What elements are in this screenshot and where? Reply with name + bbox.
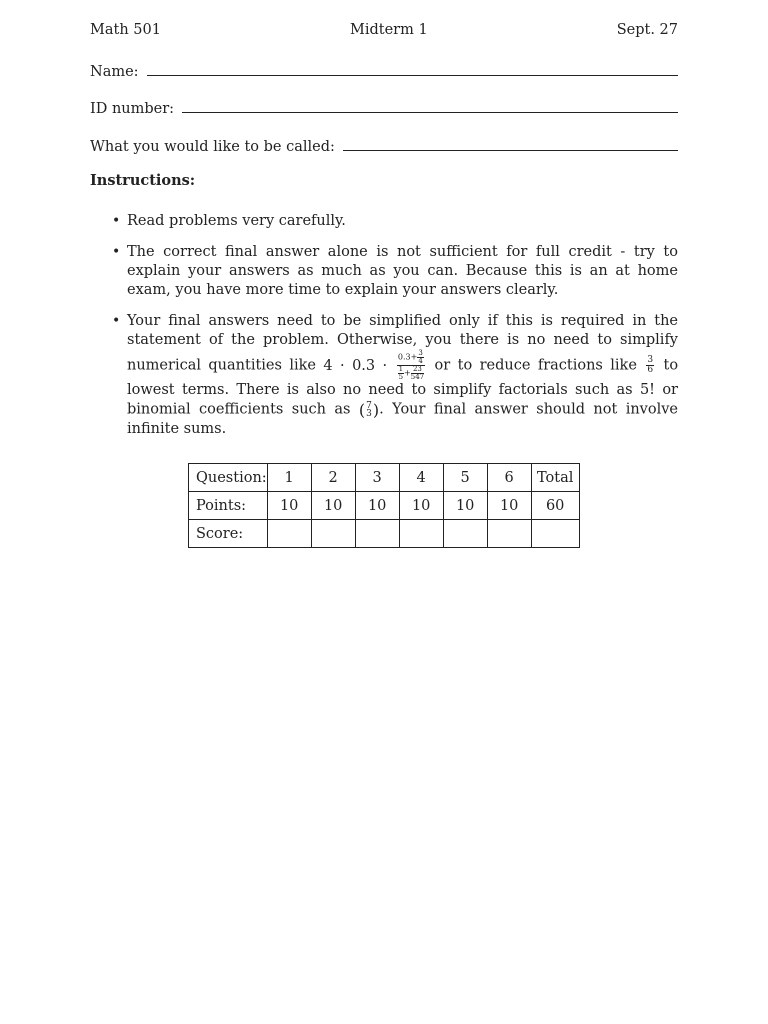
question-cell-total: Total: [531, 464, 579, 492]
question-cell: 4: [399, 464, 443, 492]
instructions-heading: Instructions:: [90, 172, 196, 189]
instruction-text: The correct final answer alone is not sufficient for full credit - try to explain your answers as much as you can. Because this is an at home exam, you have more time to explain your answers clearly.: [127, 244, 678, 298]
exam-title: Midterm 1: [350, 22, 428, 38]
score-cell[interactable]: [311, 520, 355, 548]
score-table: [188, 463, 580, 548]
math-expression: 4 · 0.3 · 0.3+ $\frac{3}{4}$ $\frac{1}{5}+$ $\frac{23}{547}$: [323, 349, 425, 381]
question-row: [189, 464, 580, 492]
instruction-text: Your final answers need to be simplified only if this is required in the statement of the problem. Otherwise, you there is no need to simplify numerical quantities like: [127, 313, 678, 374]
preferred-name-field[interactable]: [90, 133, 678, 155]
row-header: Points:: [189, 492, 268, 520]
compound-fraction: 0.3+ $\frac{3}{4}$ $\frac{1}{5}+$ $\frac{23}{547}$: [397, 349, 425, 381]
bullet-icon: •: [112, 213, 121, 229]
binomial-coefficient: ( 7 3 ): [358, 400, 380, 419]
name-label: Name:: [90, 64, 139, 80]
instruction-text: . Your final answer should not involve infinite sums.: [127, 401, 679, 437]
preferred-name-label: What you would like to be called:: [90, 139, 335, 155]
page-header: [90, 22, 678, 42]
score-row: [189, 520, 580, 548]
points-cell: 10: [267, 492, 311, 520]
instruction-item: [90, 212, 678, 231]
score-cell[interactable]: [443, 520, 487, 548]
question-cell: 3: [355, 464, 399, 492]
points-cell: 10: [311, 492, 355, 520]
points-cell: 10: [487, 492, 531, 520]
points-cell-total: 60: [531, 492, 579, 520]
instruction-text: to lowest terms. There is also no need to simplify factorials such as 5! or binomial coefficients such as: [127, 357, 679, 418]
question-cell: 6: [487, 464, 531, 492]
score-cell[interactable]: [267, 520, 311, 548]
instruction-item: [90, 243, 678, 300]
points-cell: 10: [399, 492, 443, 520]
preferred-name-blank-line[interactable]: [343, 136, 678, 151]
instruction-text: Read problems very carefully.: [127, 213, 346, 229]
row-header: Question:: [189, 464, 268, 492]
id-number-field[interactable]: [90, 95, 678, 117]
score-cell[interactable]: [355, 520, 399, 548]
question-cell: 5: [443, 464, 487, 492]
id-number-label: ID number:: [90, 101, 175, 117]
row-header: Score:: [189, 520, 268, 548]
name-blank-line[interactable]: [147, 61, 678, 76]
instructions-list: [90, 212, 678, 451]
bullet-icon: •: [112, 313, 121, 329]
course-name: Math 501: [90, 22, 161, 38]
id-number-blank-line[interactable]: [182, 98, 678, 113]
points-row: [189, 492, 580, 520]
instruction-item: [90, 312, 678, 439]
score-cell-total[interactable]: [531, 520, 579, 548]
instruction-text: or to reduce fractions like: [434, 357, 637, 374]
score-cell[interactable]: [487, 520, 531, 548]
score-cell[interactable]: [399, 520, 443, 548]
simple-fraction: $\frac{3}{6}$: [647, 355, 654, 375]
points-cell: 10: [443, 492, 487, 520]
question-cell: 2: [311, 464, 355, 492]
bullet-icon: •: [112, 244, 121, 260]
name-field[interactable]: [90, 58, 678, 80]
question-cell: 1: [267, 464, 311, 492]
exam-date: Sept. 27: [616, 22, 678, 38]
points-cell: 10: [355, 492, 399, 520]
